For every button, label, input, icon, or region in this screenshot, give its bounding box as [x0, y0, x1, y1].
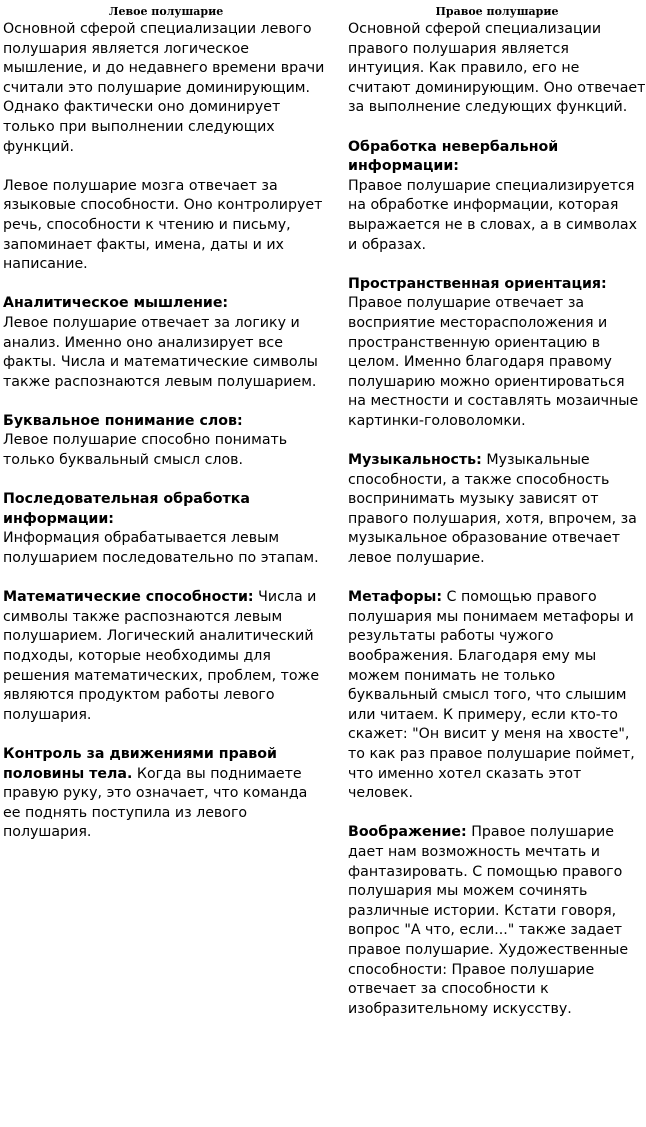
section-text: С помощью правого полушария мы понимаем метафоры и результаты работы чужого воображения. Благодаря ему мы можем понимать не только буквальный смысл того, что слышим или читаем. К примеру, если кто-то скажет: "Он висит у меня на хвосте", то как раз правое полушарие поймет, что именно хотел сказать этот человек. — [348, 589, 635, 802]
section-text: Правое полушарие специализируется на обработке информации, которая выражается не в словах, а в символах и образах. — [348, 177, 637, 253]
section-text: Левое полушарие способно понимать только буквальный смысл слов. — [3, 432, 288, 469]
section-text: Числа и символы также распознаются левым полушарием. Логический аналитический подходы, которые необходимы для решения математических, проблем, тоже являются продуктом работы левого полушария. — [3, 589, 320, 723]
left-column-title: Левое полушарие — [108, 5, 224, 18]
left-section-math — [3, 588, 329, 725]
right-section-imagination — [348, 823, 646, 1019]
left-intro-paragraph: Основной сферой специализации левого полушария является логическое мышление, и до недавнего времени врачи считали это полушарие доминирующим. Однако фактически оно доминирует только при выполнении следующих функций. — [3, 21, 325, 155]
section-heading: Математические способности: — [3, 589, 254, 606]
section-text: Когда вы поднимаете правую руку, это означает, что команда ее поднять поступила из левого полушария. — [3, 765, 308, 841]
right-intro-paragraph: Основной сферой специализации правого полушария является интуиция. Как правило, его не считают доминирующим. Оно отвечает за выполнение следующих функций. — [348, 21, 646, 116]
left-hemisphere-column — [3, 4, 329, 863]
section-heading: Воображение: — [348, 824, 467, 841]
right-hemisphere-column — [348, 4, 646, 1039]
left-section-sequential — [3, 490, 329, 568]
section-text: Левое полушарие отвечает за логику и анализ. Именно оно анализирует все факты. Числа и математические символы также распознаются левым полушарием. — [3, 314, 318, 390]
right-section-metaphors — [348, 588, 646, 804]
right-section-spatial — [348, 275, 646, 432]
section-text: Музыкальные способности, а также способность воспринимать музыку зависят от правого полушария, хотя, впрочем, за музыкальное образование отвечает левое полушарие. — [348, 452, 637, 567]
right-column-title: Правое полушарие — [435, 5, 559, 18]
section-heading: Буквальное понимание слов: — [3, 412, 243, 429]
left-section-analytical — [3, 294, 329, 392]
left-section-motor — [3, 745, 329, 843]
section-text: Информация обрабатывается левым полушарием последовательно по этапам. — [3, 530, 319, 567]
section-heading: Метафоры: — [348, 589, 443, 606]
right-section-nonverbal — [348, 138, 646, 256]
right-section-music — [348, 451, 646, 569]
section-heading: Музыкальность: — [348, 452, 482, 469]
section-heading: Последовательная обработка информации: — [3, 491, 250, 527]
section-text: Правое полушарие дает нам возможность мечтать и фантазировать. С помощью правого полушария мы можем сочинять различные истории. Кстати говоря, вопрос "А что, если..." также задает правое полушарие. Художественные способности: Правое полушарие отвечает за способности к изобразительному искусству. — [348, 824, 629, 1017]
left-language-paragraph: Левое полушарие мозга отвечает за языковые способности. Оно контролирует речь, способности к чтению и письму, запоминает факты, имена, даты и их написание. — [3, 177, 323, 273]
section-text: Правое полушарие отвечает за восприятие месторасположения и пространственную ориентацию в целом. Именно благодаря правому полушарию можно ориентироваться на местности и составлять мозаичные картинки-головоломки. — [348, 295, 639, 429]
section-heading: Пространственная ориентация: — [348, 275, 607, 292]
section-heading: Контроль за движениями правой половины тела. — [3, 745, 277, 782]
left-section-literal — [3, 412, 329, 471]
section-heading: Обработка невербальной информации: — [348, 138, 559, 175]
section-heading: Аналитическое мышление: — [3, 295, 229, 312]
